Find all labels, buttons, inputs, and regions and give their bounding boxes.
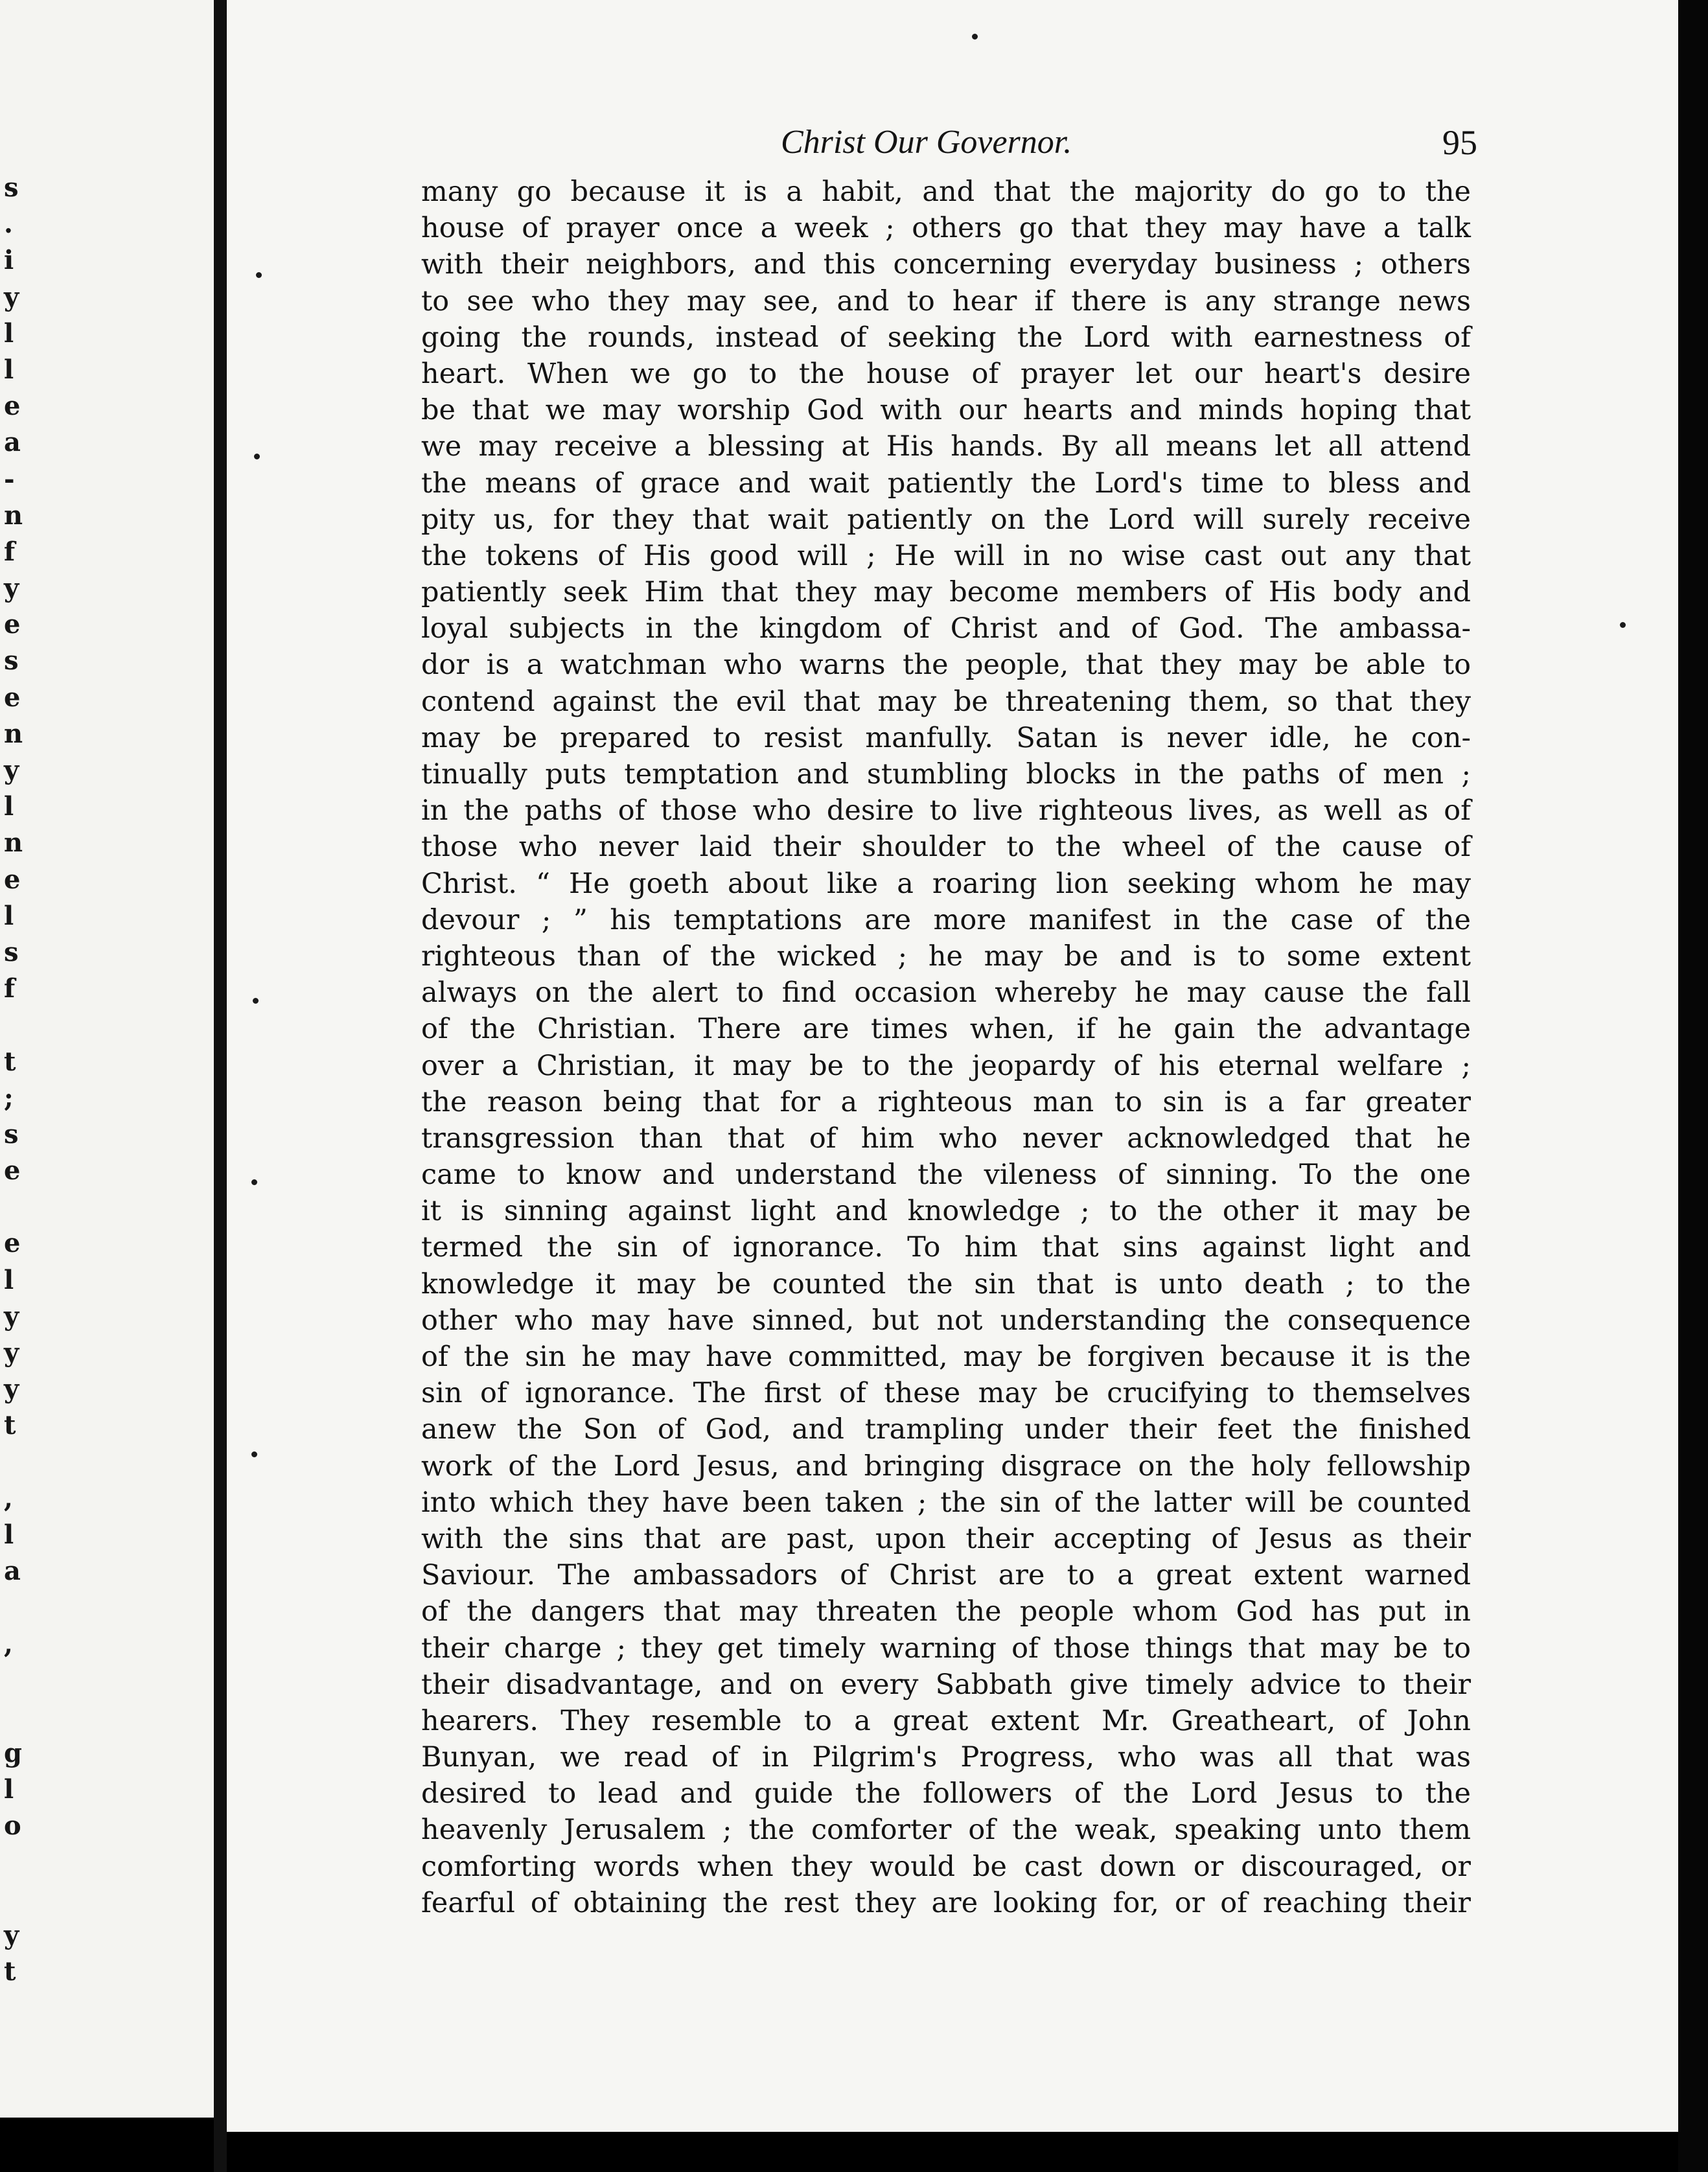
facing-page-letter: f: [4, 973, 16, 1004]
facing-page-letter: [4, 1845, 30, 1881]
facing-page-letter: ,: [4, 1628, 13, 1659]
text-line: hearers. They resemble to a great extent Mr. Greatheart, of John: [421, 1704, 1471, 1737]
facing-page-letter: y: [4, 1300, 19, 1332]
facing-page-letter: l: [4, 318, 14, 349]
text-line: transgression than that of him who never acknowledged that he: [421, 1122, 1471, 1155]
text-line: of the dangers that may threaten the people whom God has put in: [421, 1595, 1471, 1628]
facing-page-letter: l: [4, 791, 14, 822]
body-text: [421, 174, 1471, 1921]
text-line: work of the Lord Jesus, and bringing disgrace on the holy fellowship: [421, 1450, 1471, 1483]
facing-page-letter: a: [4, 1556, 21, 1587]
text-line: Bunyan, we read of in Pilgrim's Progress, who was all that was: [421, 1741, 1471, 1774]
facing-page-letter: [4, 1663, 30, 1699]
paper-speck: [251, 1179, 257, 1185]
facing-page-letter: n: [4, 500, 23, 531]
text-line: heavenly Jerusalem ; the comforter of the weak, speaking unto them: [421, 1814, 1471, 1847]
facing-page-letter: [4, 1007, 30, 1043]
facing-page-letters: [4, 170, 30, 1990]
text-line: always on the alert to find occasion whereby he may cause the fall: [421, 976, 1471, 1010]
text-line: tinually puts temptation and stumbling blocks in the paths of men ;: [421, 758, 1471, 791]
facing-page-letter: [4, 1699, 30, 1735]
facing-page-letter: e: [4, 609, 21, 640]
paper-speck: [251, 1451, 257, 1457]
text-line: contend against the evil that may be threatening them, so that they: [421, 685, 1471, 718]
running-head: Christ Our Governor.: [781, 124, 1072, 161]
facing-page-letter: e: [4, 391, 21, 422]
text-line: came to know and understand the vileness of sinning. To the one: [421, 1159, 1471, 1192]
facing-page-letter: e: [4, 1155, 21, 1186]
text-line: in the paths of those who desire to live righteous lives, as well as of: [421, 794, 1471, 827]
text-line: termed the sin of ignorance. To him that sins against light and: [421, 1231, 1471, 1264]
text-line: Saviour. The ambassadors of Christ are to a great extent warned: [421, 1559, 1471, 1592]
text-line: into which they have been taken ; the sin of the latter will be counted: [421, 1486, 1471, 1519]
facing-page-letter: t: [4, 1046, 16, 1077]
facing-page-letter: ;: [4, 1082, 14, 1113]
facing-page-letter: y: [4, 1374, 19, 1405]
facing-page-letter: f: [4, 536, 16, 567]
text-line: loyal subjects in the kingdom of Christ and of God. The ambassa-: [421, 612, 1471, 645]
facing-page-letter: e: [4, 864, 21, 895]
facing-page-letter: [4, 1589, 30, 1626]
text-line: their charge ; they get timely warning of those things that may be to: [421, 1632, 1471, 1665]
text-line: comforting words when they would be cast down or discouraged, or: [421, 1850, 1471, 1883]
text-line: house of prayer once a week ; others go that they may have a talk: [421, 212, 1471, 245]
facing-page-letter: t: [4, 1956, 16, 1987]
text-line: sin of ignorance. The first of these may be crucifying to themselves: [421, 1377, 1471, 1410]
text-line: the means of grace and wait patiently the Lord's time to bless and: [421, 467, 1471, 500]
facing-page-letter: s: [4, 936, 19, 967]
paper-speck: [1620, 622, 1626, 628]
text-line: it is sinning against light and knowledge ; to the other it may be: [421, 1195, 1471, 1228]
facing-page-letter: l: [4, 1519, 14, 1550]
facing-page-letter: [4, 1189, 30, 1225]
facing-page-letter: e: [4, 1228, 21, 1259]
text-line: anew the Son of God, and trampling under their feet the finished: [421, 1413, 1471, 1446]
text-line: with the sins that are past, upon their accepting of Jesus as their: [421, 1522, 1471, 1555]
paper-speck: [253, 998, 259, 1004]
facing-page-letter: .: [4, 209, 13, 240]
text-line: with their neighbors, and this concerning everyday business ; others: [421, 248, 1471, 281]
facing-page-letter: l: [4, 1264, 14, 1295]
facing-page-edge: [0, 0, 214, 2118]
text-line: the tokens of His good will ; He will in no wise cast out any that: [421, 539, 1471, 572]
facing-page-letter: y: [4, 755, 19, 785]
facing-page-letter: y: [4, 1337, 19, 1368]
text-line: those who never laid their shoulder to the wheel of the cause of: [421, 831, 1471, 864]
text-line: devour ; ” his temptations are more manifest in the case of the: [421, 903, 1471, 936]
text-line: desired to lead and guide the followers of the Lord Jesus to the: [421, 1777, 1471, 1810]
text-line: fearful of obtaining the rest they are looking for, or of reaching their: [421, 1886, 1471, 1919]
text-line: to see who they may see, and to hear if there is any strange news: [421, 284, 1471, 318]
facing-page-letter: [4, 1444, 30, 1481]
facing-page-letter: s: [4, 172, 19, 203]
facing-page-letter: o: [4, 1810, 21, 1842]
text-line: of the sin he may have committed, may be forgiven because it is the: [421, 1341, 1471, 1373]
text-line: may be prepared to resist manfully. Satan is never idle, he con-: [421, 721, 1471, 754]
text-line: patiently seek Him that they may become members of His body and: [421, 576, 1471, 609]
facing-page-letter: s: [4, 1118, 19, 1150]
text-line: many go because it is a habit, and that the majority do go to the: [421, 176, 1471, 208]
text-line: dor is a watchman who warns the people, that they may be able to: [421, 649, 1471, 682]
text-line: over a Christian, it may be to the jeopardy of his eternal welfare ;: [421, 1049, 1471, 1082]
facing-page-letter: l: [4, 900, 14, 931]
book-gutter: [214, 0, 227, 2172]
paper-speck: [254, 454, 260, 459]
text-line: pity us, for they that wait patiently on the Lord will surely receive: [421, 503, 1471, 536]
facing-page-letter: y: [4, 281, 19, 312]
facing-page-letter: i: [4, 245, 14, 276]
facing-page-letter: g: [4, 1738, 22, 1769]
text-line: knowledge it may be counted the sin that is unto death ; to the: [421, 1267, 1471, 1300]
text-line: the reason being that for a righteous man to sin is a far greater: [421, 1085, 1471, 1118]
text-line: righteous than of the wicked ; he may be and is to some extent: [421, 940, 1471, 973]
text-line: of the Christian. There are times when, if he gain the advantage: [421, 1013, 1471, 1046]
facing-page-letter: n: [4, 827, 23, 859]
text-line: other who may have sinned, but not understanding the consequence: [421, 1304, 1471, 1337]
facing-page-letter: a: [4, 427, 21, 458]
facing-page-letter: y: [4, 573, 19, 604]
facing-page-letter: n: [4, 718, 23, 749]
text-line: we may receive a blessing at His hands. By all means let all attend: [421, 430, 1471, 463]
facing-page-letter: t: [4, 1410, 16, 1441]
paper-speck: [256, 272, 262, 278]
facing-page-letter: [4, 1881, 30, 1917]
facing-page-letter: l: [4, 354, 14, 385]
text-line: Christ. “ He goeth about like a roaring lion seeking whom he may: [421, 867, 1471, 900]
page-number: 95: [1442, 123, 1477, 162]
paper-speck: [972, 34, 978, 40]
scan-border: [1678, 0, 1708, 2172]
facing-page-letter: s: [4, 645, 19, 676]
text-line: going the rounds, instead of seeking the Lord with earnestness of: [421, 321, 1471, 354]
facing-page-letter: y: [4, 1920, 19, 1950]
facing-page-letter: e: [4, 682, 21, 713]
text-line: heart. When we go to the house of prayer let our heart's desire: [421, 357, 1471, 390]
text-line: their disadvantage, and on every Sabbath give timely advice to their: [421, 1668, 1471, 1701]
facing-page-letter: l: [4, 1774, 14, 1805]
text-line: be that we may worship God with our hearts and minds hoping that: [421, 394, 1471, 427]
facing-page-letter: ,: [4, 1483, 13, 1514]
facing-page-letter: -: [4, 463, 15, 494]
